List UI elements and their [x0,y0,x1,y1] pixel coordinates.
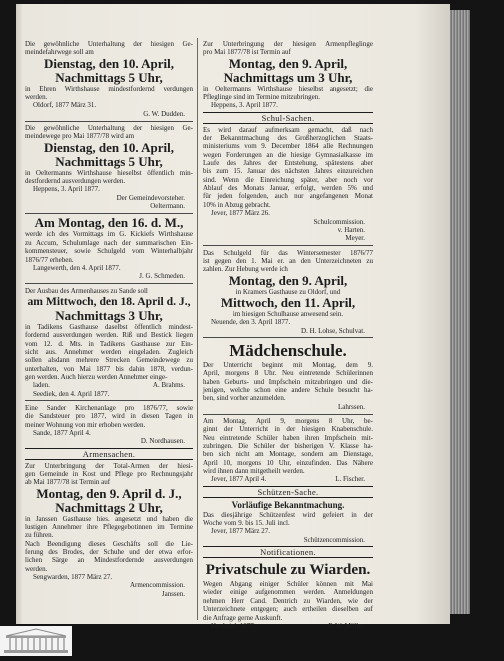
notice-text-line: kommensteuer, sowie Schulgeld vom Winterhalbjahr [25,247,193,256]
notice-text-line: sollen alsdann mehrere Strecken Gemeindewege zu [25,356,193,365]
notice [25,287,193,398]
notice [25,216,193,280]
notice-text-line: fordernd ausverdungen werden. Riß und Bestick liegen [25,331,193,340]
notice-text-line: Laufe des Jahres der Entstehung, spätestens aber [203,159,373,168]
notice-signature: J. G. Schmeden. [139,272,185,281]
library-building-icon [0,626,72,656]
left-column [25,40,193,598]
notice-text-line: werden. [25,564,48,573]
notice-date-signature-line [25,381,193,389]
notice-separator [203,414,373,415]
section-header: Schützen-Sache. [203,486,373,498]
notice-emphasis-line: Dienstag, den 10. April, [43,139,174,155]
notice [203,112,373,243]
notice-text-line: sicht aus. Annehmer werden eingeladen. Zugleich [25,347,193,356]
notice-text-line: im hiesigen Schulhause anwesend sein. [232,309,344,318]
notice-text-line: in Ehren Wirthshause mindestfordernd verdungen [25,84,193,93]
notice-text-line: Zur Unterbringung der Total-Armen der hiesi- [25,461,193,470]
right-column [203,40,373,630]
notice-text-line: Neu eintretende Schüler haben ihren Impfschein mit- [203,433,373,442]
notice-text-line: Am Montag, April 9, morgens 8 Uhr, be- [203,417,373,425]
notice-text-line: lichen Särge an Mindestfordernde ausverdungen [25,556,193,565]
notice-text-line: Die gewöhnliche Unterhaltung der hiesigen Ge- [25,124,193,133]
notice-text-line: April 10, morgens 10 Uhr, einzufinden. Das Nähere [203,458,373,467]
notice-text-line: ben sich nicht am Montage, sondern am Dienstage, [203,450,373,459]
notice-text-line: gen werden. Auch hierzu werden Annehmer einge- [25,372,168,381]
notice-date: Hooksiel, 1877. [211,621,256,630]
notice-date: Neuende, den 3. April 1877. [211,318,291,327]
notice-text-line: wird ihnen dann mitgetheilt werden. [203,467,305,476]
notice [203,40,373,110]
notice-separator [25,400,193,401]
notice-emphasis-line: Montag, den 9. April, [228,55,348,71]
notice-text-line: Eine Sander Kirchenanlage pro 1876/77, sowie [25,403,193,412]
notice-text-line: wieder einige aufgenommen werden. Anmeldungen [203,588,373,597]
notice-signature: D. H. Lohse, Schulvat. [301,326,365,335]
notice-date: Heppens, 3. April 1877. [211,101,278,110]
notice-text-line: für jeden folgenden, auch nur angefangenen Monat [203,192,373,201]
notice-text-line: Der Ausbau des Armenhauses zu Sande soll [25,286,148,295]
notice-text-line: die Sandsteuer pro 1877, wird in diesen Tagen in [25,412,193,421]
notice-separator [203,337,373,338]
notice-date: Oldorf, 1877 März 31. [33,101,97,110]
notice-title: Mädchenschule. [229,340,347,360]
notice [25,404,193,446]
notice-date: Jever, 1877 März 27. [211,527,271,536]
notice-date: Heppens, 3. April 1877. [33,185,100,194]
notice [25,124,193,210]
notice-text-line: jenigen, welche schon eine andere Schule besucht ha- [203,385,373,394]
notice-text-line: Das diesjährige Schützenfest wird gefeiert in der [203,510,373,519]
notice-text-line: in Tadikens Gasthause daselbst öffentlich mindest- [25,322,193,331]
notice-text-line: ferung des Brodes, der Schuhe und der etwa erfor- [25,548,193,557]
notice-text-line: meindewege pro Mai 1877/78 wird am [25,132,135,141]
notice-text-line: unterhalten, von Mai 1877 bis dahin 1878, verdun- [25,364,193,373]
notice-text-line: meiner Wohnung von mir erhoben werden. [25,420,146,429]
notice-text-line: Die gewöhnliche Unterhaltung der hiesigen Ge- [25,40,193,48]
notice-separator [203,245,373,246]
notice-text-line: nehmen Herr Cand. Dentrich zu Wiarden, wie der [203,596,373,605]
notice-text-line: Das Schulgeld für das Wintersemester 1876/77 [203,248,373,257]
notice-text-line: der Bekanntmachung des Großherzoglichen Staats- [203,134,373,143]
notice-emphasis-line: Nachmittags um 3 Uhr, [223,69,353,85]
notice-text-line: bis zum 15. Januar des nächsten Jahres einzureichen [203,167,373,176]
notice-text-line: meindefahrwege soll am [25,48,94,57]
notice-signature: Schulcommission. [313,217,365,226]
notice-signature: Lahrssen. [337,402,365,411]
notice-text-line: zu Accum, Schulumlage nach der summarischen Ein- [25,238,193,247]
notice-signature: Meyer. [345,234,365,243]
notice [203,486,373,544]
notice-text-line: 10% in Abzug gebracht. [203,200,271,209]
notice-text-line: Wegen Abgang einiger Schüler können mit Mai [203,580,373,589]
notice-text-line: in Oeltermanns Wirthshause hieselbst öffentlich min- [25,168,193,177]
notice-text-line: zahlen. Zur Hebung werde ich [203,265,288,274]
notice-text-line: pro Mai 1877/78 ist Termin auf [203,48,291,57]
section-header: Notificationen. [203,546,373,558]
notice-date: Jever, 1877 April 4. [211,475,267,484]
notice-text-line: Ablauf des Monats Januar, erfolgt, werden 5% und [203,184,373,193]
notice-text-line: ist gegen den 1. Mai er. an den Unterzeichneten zu [203,256,373,265]
section-header: Schul-Sachen. [203,112,373,124]
notice [203,546,373,630]
notice-text-line: Unterzeichnete entgegen; auch ertheilen dieselben auf [203,605,373,614]
notice-text-line: ginnt der Unterricht in der hiesigen Knabenschule. [203,425,373,434]
notice-text-line: ministeriums vom 9. December 1864 alle Rechnungen [203,142,373,151]
notice-text-line: in Kramers Gasthause zu Oldorf, und [235,287,341,296]
notice-signature: Janssen. [161,589,185,598]
notice [25,448,193,598]
section-header: Armensachen. [25,448,193,460]
column-rule [197,38,198,620]
notice [203,341,373,411]
notice-text-line: die Anfrage gerne Auskunft. [203,613,283,622]
notice-separator [25,121,193,122]
notice-signature: A. Brahms. [152,381,185,390]
notice-emphasis-line: Montag, den 9. April d. J., [36,485,182,501]
notice-text-line: vom 12. d. Mts. in Tadikens Gasthause zur Ein- [25,339,193,348]
book-edge [450,10,470,614]
notice-emphasis-line: Nachmittags 5 Uhr, [55,153,163,169]
notice-text-line: werde ich des Vormittags im G. Kickiefs Wirthshause [25,230,193,239]
notice-text-line: zu führen. [25,531,54,540]
notice-emphasis-line: Dienstag, den 10. April, [43,55,174,71]
notice-date-signature-line [203,475,373,483]
notice-separator [25,213,193,214]
notice [25,40,193,118]
notice-subtitle: Vorläufige Bekanntmachung. [231,499,345,510]
notice-text-line: 1876/77 erheben. [25,255,74,264]
notice-emphasis-line: Nachmittags 5 Uhr, [55,69,163,85]
notice-text-line: werden. [25,93,48,102]
notice-emphasis-line: Am Montag, den 16. d. M., [34,215,184,231]
notice-text-line: April, morgens 8 Uhr. Neu eintretende Schülerinnen [203,369,373,378]
notice-text-line: in Oeltermanns Wirthshause hieselbst angesetzt; die [203,84,373,93]
notice-text-line: sind. Wenn die Einreichung später, aber noch vor [203,175,373,184]
notice-text-line: destfordernd ausverdungen werden. [25,177,126,186]
notice-signature: D. Nordhausen. [140,437,185,446]
notice-emphasis-line: Nachmittags 2 Uhr, [55,499,163,515]
notice-date: Langewerth, den 4. April 1877. [33,263,121,272]
notice-separator [25,283,193,284]
notice-text-line: haben Geburts- und Impfschein mitzubringen und die- [203,377,373,386]
notice-signature: Armencommission. [129,581,185,590]
notice-text-line: wegen Forderungen an die hiesige Gymnasialkasse im [203,150,373,159]
notice-title: Privatschule zu Wiarden. [205,561,371,579]
notice-text-line: ab Mai 1877/78 ist Termin auf [25,478,111,487]
notice-text-line: in Janssen Gasthause hies. angesetzt und haben die [25,514,193,523]
library-logo [0,626,72,656]
notice-emphasis-line: Mittwoch, den 11. April, [220,294,356,310]
notice-date-signature-line [203,622,373,630]
notice [203,249,373,335]
notice-text-line: zubringen. Die Schüler der bisherigen V. Klasse ha- [203,442,373,451]
notice-signature: L. Fischer. [335,475,365,484]
notice-text-line: Nach Beendigung dieses Geschäfts soll die Lie- [25,539,193,548]
notice-text-line: Woche vom 9. bis 15. Juli incl. [203,519,290,528]
notice-emphasis-line: am Mittwoch, den 18. April d. J., [27,294,191,308]
notice-date: Sande, 1877 April 4. [33,429,91,437]
notice-signature: Schützencommission. [303,535,365,544]
notice-date: Sengwarden, 1877 März 27. [33,573,113,582]
notice-emphasis-line: Montag, den 9. April, [228,272,348,288]
notice-emphasis-line: Nachmittags 3 Uhr, [55,307,163,323]
notice-text-line: lustigen Annehmer ihre Pflegegebotinnen im Termine [25,523,193,532]
notice-date: Jever, 1877 März 26. [211,209,271,218]
notice-text-line: ben, sind vorher anzumelden. [203,394,286,403]
notice-text-line: Der Unterricht beginnt mit Montag, dem 9. [203,360,373,369]
notice-signature: Oeltermann. [150,202,185,211]
notice-date: Seediek, den 4. April 1877. [33,389,110,398]
notice-text-line: Es wird darauf aufmerksam gemacht, daß nach [203,125,373,134]
notice [203,417,373,484]
notice-signature: Der Gemeindevorsteher. [116,193,185,202]
notice-signature: G. W. Dudden. [143,109,185,118]
notice-signature: F. W. Möller. [328,621,365,630]
notice-text-line: Pfleglinge sind im Termine mitzubringen. [203,93,321,102]
notice-date: laden. [33,381,50,390]
notice-signature: v. Harten. [337,225,365,234]
notice-text-line: Zur Unterbringung der hiesigen Armenpfleglinge [203,40,373,48]
notice-text-line: gen Gemeinde in Kost und Pflege pro Rechnungsjahr [25,470,193,479]
